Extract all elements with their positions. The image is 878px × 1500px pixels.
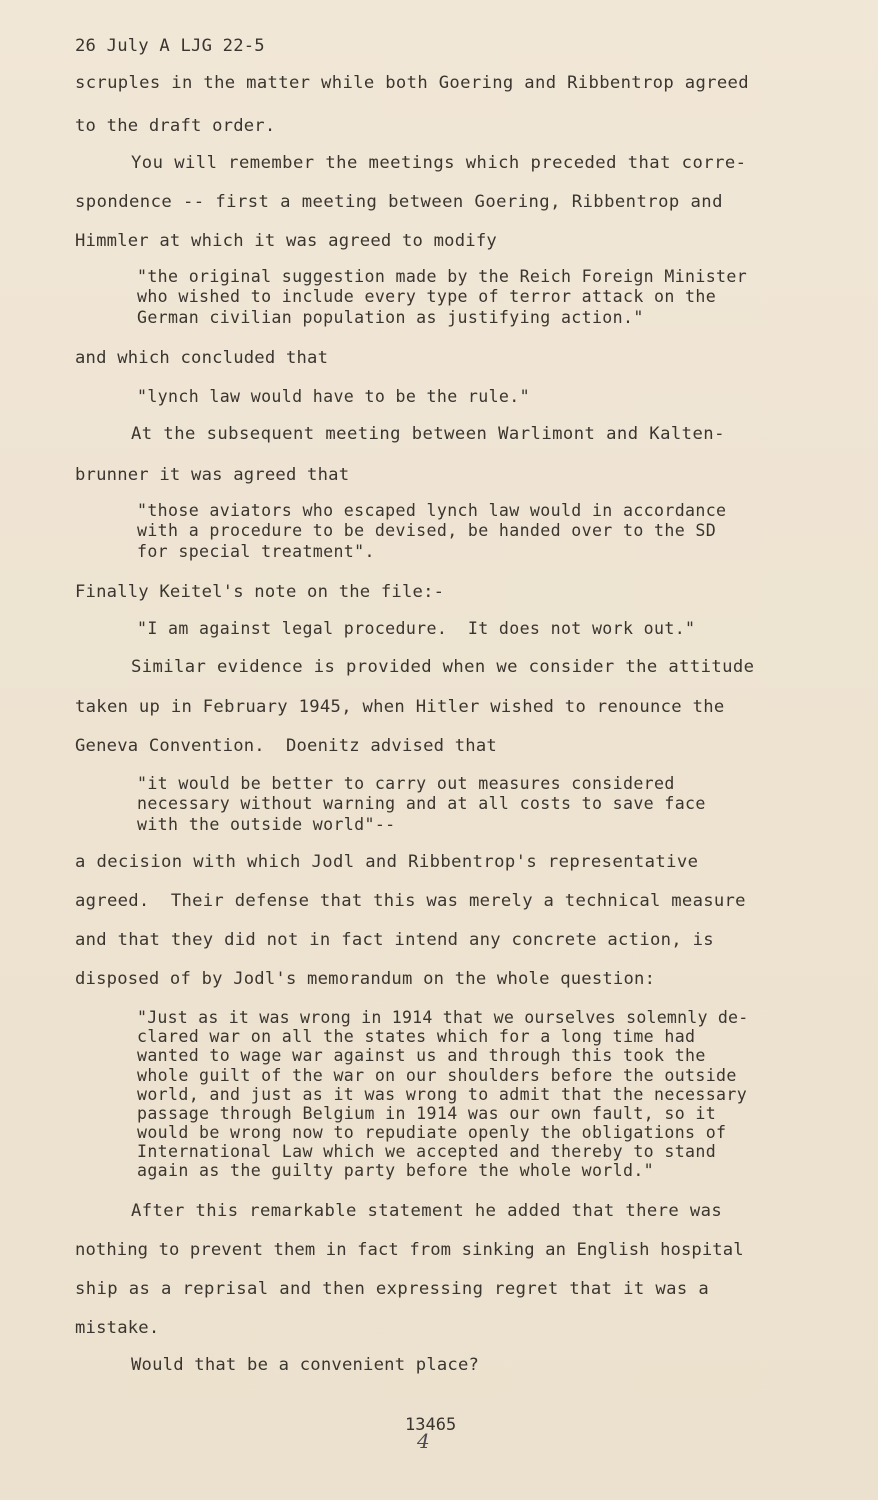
- quote-line: with a procedure to be devised, be handed over to the SD: [137, 521, 717, 540]
- text-line: agreed. Their defense that this was merely a technical measure: [75, 891, 746, 911]
- handwritten-mark: 4: [417, 1429, 430, 1453]
- text-line: ship as a reprisal and then expressing regret that it was a: [75, 1279, 710, 1299]
- quote-line: again as the guilty party before the whole world.": [137, 1161, 655, 1180]
- text-line: Himmler at which it was agreed to modify: [75, 231, 497, 251]
- text-line: You will remember the meetings which preceded that corre-: [131, 153, 747, 173]
- quote-line: "the original suggestion made by the Reich Foreign Minister: [137, 267, 748, 286]
- text-line: scruples in the matter while both Goering and Ribbentrop agreed: [75, 73, 749, 93]
- text-line: to the draft order.: [75, 116, 276, 136]
- text-line: and which concluded that: [75, 348, 329, 368]
- text-line: Geneva Convention. Doenitz advised that: [75, 736, 497, 756]
- text-line: Finally Keitel's note on the file:-: [75, 582, 445, 602]
- text-line: After this remarkable statement he added that there was: [131, 1201, 723, 1221]
- quote-line: German civilian population as justifying action.": [137, 308, 644, 327]
- quote-line: "Just as it was wrong in 1914 that we ourselves solemnly de-: [137, 1008, 749, 1027]
- text-line: taken up in February 1945, when Hitler wished to renounce the: [75, 697, 725, 717]
- text-line: spondence -- first a meeting between Goering, Ribbentrop and: [75, 192, 723, 212]
- text-line: mistake.: [75, 1318, 160, 1338]
- text-line: and that they did not in fact intend any concrete action, is: [75, 930, 714, 950]
- quote-line: "those aviators who escaped lynch law would in accordance: [137, 501, 727, 520]
- quote-line: with the outside world"--: [137, 815, 396, 834]
- quote-line: would be wrong now to repudiate openly the obligations of: [137, 1123, 727, 1142]
- text-line: a decision with which Jodl and Ribbentrop's representative: [75, 852, 699, 872]
- text-line: nothing to prevent them in fact from sinking an English hospital: [75, 1240, 744, 1260]
- quote-line: whole guilt of the war on our shoulders before the outside: [137, 1066, 737, 1085]
- quote-line: "it would be better to carry out measures considered: [137, 774, 675, 793]
- text-line: disposed of by Jodl's memorandum on the whole question:: [75, 969, 656, 989]
- quote-line: International Law which we accepted and thereby to stand: [137, 1142, 717, 1161]
- quote-line: "lynch law would have to be the rule.": [137, 387, 530, 406]
- quote-line: who wished to include every type of terror attack on the: [137, 287, 717, 306]
- text-line: Similar evidence is provided when we consider the attitude: [131, 657, 755, 677]
- quote-line: world, and just as it was wrong to admit that the necessary: [137, 1085, 748, 1104]
- quote-line: necessary without warning and at all costs to save face: [137, 794, 706, 813]
- quote-line: "I am against legal procedure. It does not work out.": [137, 619, 696, 638]
- quote-line: for special treatment".: [137, 542, 375, 561]
- text-line: brunner it was agreed that: [75, 465, 350, 485]
- quote-line: wanted to wage war against us and through this took the: [137, 1046, 706, 1065]
- page-number: 13465: [405, 1415, 457, 1435]
- quote-line: passage through Belgium in 1914 was our own fault, so it: [137, 1104, 717, 1123]
- header-reference: 26 July A LJG 22-5: [75, 36, 265, 56]
- text-line: At the subsequent meeting between Warlimont and Kalten-: [131, 424, 725, 444]
- quote-line: clared war on all the states which for a long time had: [137, 1027, 696, 1046]
- text-line: Would that be a convenient place?: [131, 1355, 480, 1375]
